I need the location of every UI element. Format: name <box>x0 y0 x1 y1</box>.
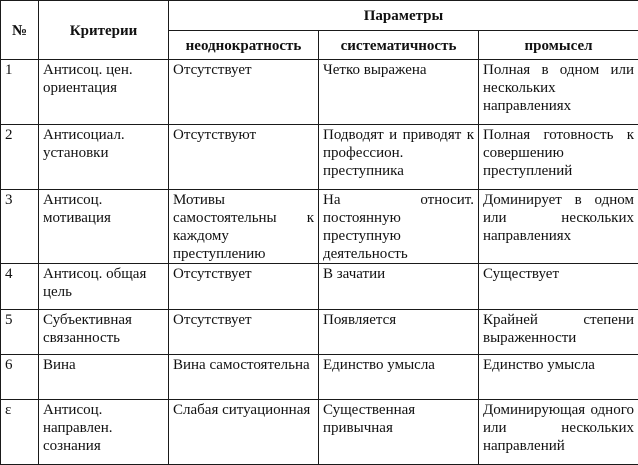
header-systematic: систематичность <box>319 31 479 60</box>
header-parameters: Параметры <box>169 1 638 31</box>
table-row <box>1 125 638 190</box>
row-number: 3 <box>1 190 39 264</box>
row-systematic-value: В зачатии <box>319 264 479 309</box>
row-number: 1 <box>1 60 39 125</box>
row-trade-value: Доминирующая одного или нескольких направлений <box>479 399 638 464</box>
row-systematic-value: На относит. постоянную преступную деятельность <box>319 190 479 264</box>
row-trade-value: Доминирует в одном или нескольких направлениях <box>479 190 638 264</box>
row-systematic-value: Существенная привычная <box>319 399 479 464</box>
row-criterion: Антисоц. мотивация <box>39 190 169 264</box>
row-systematic-value: Четко выражена <box>319 60 479 125</box>
header-number: № <box>1 1 39 60</box>
row-non-single-value: Отсутствует <box>169 309 319 354</box>
row-number: 4 <box>1 264 39 309</box>
row-trade-value: Существует <box>479 264 638 309</box>
row-criterion: Антисоц. общая цель <box>39 264 169 309</box>
row-systematic-value: Единство умысла <box>319 354 479 399</box>
row-trade-value: Единство умысла <box>479 354 638 399</box>
header-trade: промысел <box>479 31 638 60</box>
row-number: ε <box>1 399 39 464</box>
row-number: 5 <box>1 309 39 354</box>
table-row <box>1 264 638 309</box>
row-trade-value: Полная в одном или нескольких направлениях <box>479 60 638 125</box>
row-number: 2 <box>1 125 39 190</box>
table-row <box>1 399 638 464</box>
row-non-single-value: Отсутствуют <box>169 125 319 190</box>
row-criterion: Субъективная связанность <box>39 309 169 354</box>
row-non-single-value: Отсутствует <box>169 60 319 125</box>
row-number: 6 <box>1 354 39 399</box>
row-trade-value: Полная готовность к совершению преступлений <box>479 125 638 190</box>
row-non-single-value: Мотивы самостоятельны к каждому преступлению <box>169 190 319 264</box>
row-non-single-value: Отсутствует <box>169 264 319 309</box>
row-trade-value: Крайней степени выраженности <box>479 309 638 354</box>
header-non-single: неоднократность <box>169 31 319 60</box>
row-criterion: Антисоц. направлен. сознания <box>39 399 169 464</box>
table-row <box>1 309 638 354</box>
row-systematic-value: Подводят и приводят к профессион. преступника <box>319 125 479 190</box>
table-row <box>1 190 638 264</box>
row-criterion: Вина <box>39 354 169 399</box>
table-row <box>1 60 638 125</box>
row-non-single-value: Вина самостоятельна <box>169 354 319 399</box>
row-systematic-value: Появляется <box>319 309 479 354</box>
row-criterion: Антисоц. цен. ориентация <box>39 60 169 125</box>
header-criteria: Критерии <box>39 1 169 60</box>
table-row <box>1 354 638 399</box>
row-non-single-value: Слабая ситуационная <box>169 399 319 464</box>
row-criterion: Антисоциал. установки <box>39 125 169 190</box>
